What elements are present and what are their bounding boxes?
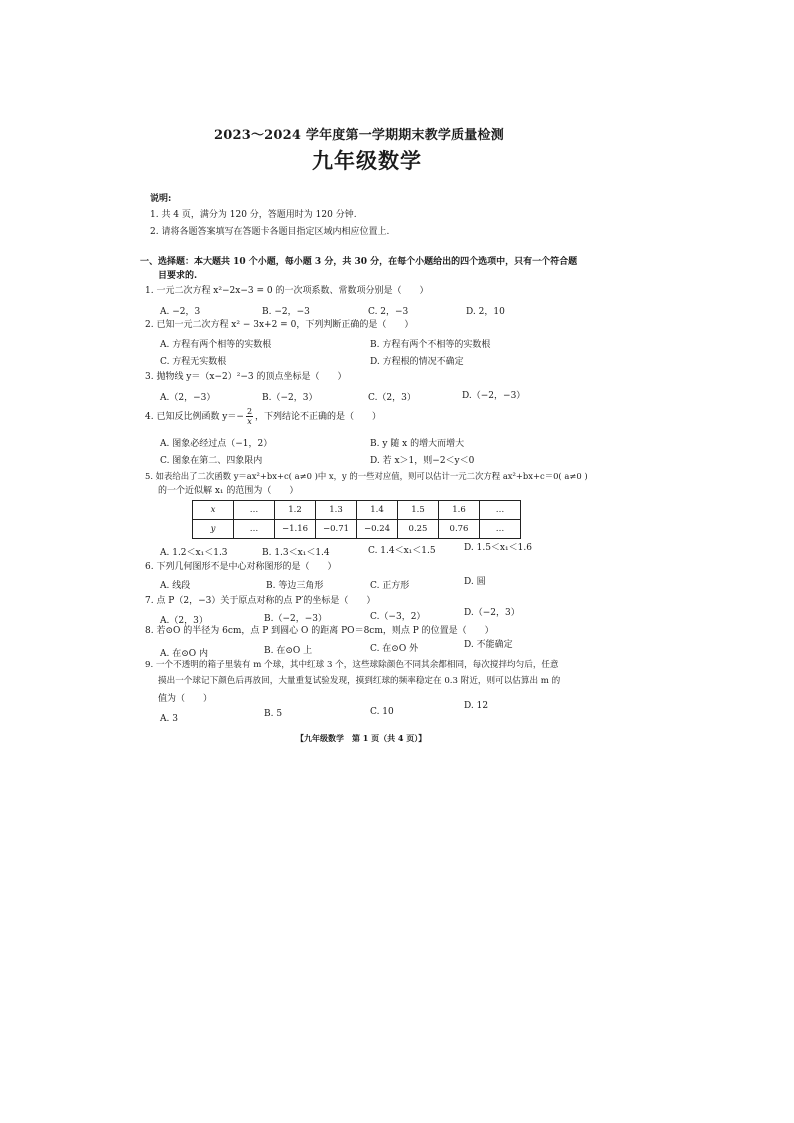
- question-6-option-b: B. 等边三角形: [266, 581, 324, 591]
- question-3-stem: 3. 抛物线 y＝（x−2）²−3 的顶点坐标是（ ）: [145, 372, 347, 382]
- table-row-x: [193, 501, 521, 520]
- question-9-option-c: C. 10: [370, 707, 394, 717]
- question-9-stem-line3: 值为（ ）: [158, 694, 213, 704]
- question-4-stem: [145, 407, 381, 427]
- question-5-stem-line2: 的一个近似解 x₁ 的范围为（ ）: [158, 486, 299, 496]
- exam-title-line1: 2023～2024 学年度第一学期期末教学质量检测: [214, 128, 504, 143]
- table-cell: 0.76: [439, 520, 480, 539]
- question-3-option-b: B.（−2，3）: [262, 393, 318, 403]
- table-cell: …: [234, 520, 275, 539]
- question-1-option-d: D. 2，10: [466, 307, 505, 317]
- question-2-stem: 2. 已知一元二次方程 x² − 3x+2 = 0，下列判断正确的是（ ）: [145, 320, 414, 330]
- notes-item-2: 2. 请将各题答案填写在答题卡各题目指定区域内相应位置上.: [150, 227, 390, 237]
- question-5-option-d: D. 1.5＜x₁＜1.6: [464, 543, 532, 553]
- table-row-y: [193, 520, 521, 539]
- question-2-option-d: D. 方程根的情况不确定: [370, 357, 464, 367]
- table-cell: −0.71: [316, 520, 357, 539]
- question-5-option-b: B. 1.3＜x₁＜1.4: [262, 548, 330, 558]
- table-cell: 0.25: [398, 520, 439, 539]
- question-3-option-d: D.（−2，−3）: [462, 391, 526, 401]
- table-cell: 1.5: [398, 501, 439, 520]
- question-7-option-d: D.（−2，3）: [464, 608, 520, 618]
- question-5-stem-line1: 5. 如表给出了二次函数 y＝ax²+bx+c( a≠0 )中 x，y 的一些对应值，则可以估计一元二次方程 ax²+bx+c＝0( a≠0 ): [145, 471, 588, 481]
- question-2-option-b: B. 方程有两个不相等的实数根: [370, 340, 491, 350]
- table-cell: 1.2: [275, 501, 316, 520]
- question-4-option-d: D. 若 x＞1，则−2＜y＜0: [370, 456, 475, 466]
- question-7-option-c: C.（−3，2）: [370, 612, 426, 622]
- question-3-option-c: C.（2，3）: [368, 393, 416, 403]
- table-cell: −0.24: [357, 520, 398, 539]
- question-8-option-c: C. 在⊙O 外: [370, 644, 419, 654]
- page-footer: 【九年级数学 第 1 页（共 4 页）】: [296, 733, 427, 743]
- question-9-option-b: B. 5: [264, 709, 283, 719]
- question-8-option-a: A. 在⊙O 内: [160, 649, 209, 659]
- table-cell: …: [234, 501, 275, 520]
- question-9-stem-line1: 9. 一个不透明的箱子里装有 m 个球，其中红球 3 个，这些球除颜色不同其余都相同，每次搅拌均匀后，任意: [145, 660, 559, 670]
- question-2-option-c: C. 方程无实数根: [160, 357, 227, 367]
- question-4-option-b: B. y 随 x 的增大而增大: [370, 439, 465, 449]
- question-2-option-a: A. 方程有两个相等的实数根: [160, 340, 272, 350]
- question-1-option-b: B. −2，−3: [262, 307, 310, 317]
- table-cell: …: [480, 501, 521, 520]
- question-8-option-d: D. 不能确定: [464, 640, 513, 650]
- question-5-option-a: A. 1.2＜x₁＜1.3: [160, 548, 228, 558]
- question-4-stem-pre: 4. 已知反比例函数 y＝−: [145, 412, 244, 422]
- question-7-option-a: A.（2，3）: [160, 616, 208, 626]
- question-9-option-a: A. 3: [160, 714, 178, 724]
- question-6-stem: 6. 下列几何图形不是中心对称图形的是（ ）: [145, 562, 337, 572]
- notes-heading: 说明:: [150, 194, 172, 204]
- question-1-option-a: A. −2，3: [160, 307, 201, 317]
- fraction-numerator: 2: [246, 407, 253, 416]
- question-1-option-c: C. 2，−3: [368, 307, 409, 317]
- value-table: [192, 500, 521, 539]
- question-9-option-d: D. 12: [464, 701, 489, 711]
- question-6-option-c: C. 正方形: [370, 581, 410, 591]
- table-cell: …: [480, 520, 521, 539]
- notes-item-1: 1. 共 4 页，满分为 120 分，答题用时为 120 分钟.: [150, 210, 357, 220]
- question-4-option-c: C. 图象在第二、四象限内: [160, 456, 263, 466]
- question-6-option-a: A. 线段: [160, 581, 191, 591]
- question-4-fraction: [246, 407, 253, 426]
- fraction-denominator: x: [247, 417, 252, 426]
- exam-title-subject: 九年级数学: [312, 148, 422, 173]
- table-cell: y: [193, 520, 234, 539]
- table-cell: 1.6: [439, 501, 480, 520]
- question-8-option-b: B. 在⊙O 上: [264, 646, 313, 656]
- table-cell: x: [193, 501, 234, 520]
- question-9-stem-line2: 摸出一个球记下颜色后再放回，大量重复试验发现，摸到红球的频率稳定在 0.3 附近，则可以估算出 m 的: [158, 676, 561, 686]
- question-4-stem-post: ，下列结论不正确的是（ ）: [255, 412, 382, 422]
- question-8-stem: 8. 若⊙O 的半径为 6cm，点 P 到圆心 O 的距离 PO＝8cm，则点 P 的位置是（ ）: [145, 626, 494, 636]
- question-3-option-a: A.（2，−3）: [160, 393, 216, 403]
- question-6-option-d: D. 圆: [464, 577, 486, 587]
- question-7-option-b: B.（−2，−3）: [264, 614, 328, 624]
- question-5-option-c: C. 1.4＜x₁＜1.5: [368, 546, 436, 556]
- section-heading-line2: 目要求的.: [158, 271, 198, 281]
- table-cell: 1.3: [316, 501, 357, 520]
- section-heading-line1: 一、选择题：本大题共 10 个小题，每小题 3 分，共 30 分，在每个小题给出的四个选项中，只有一个符合题: [140, 257, 578, 267]
- table-cell: 1.4: [357, 501, 398, 520]
- question-1-stem: 1. 一元二次方程 x²−2x−3 = 0 的一次项系数、常数项分别是（ ）: [145, 286, 429, 296]
- question-4-option-a: A. 图象必经过点（−1，2）: [160, 439, 273, 449]
- question-7-stem: 7. 点 P（2，−3）关于原点对称的点 P′的坐标是（ ）: [145, 596, 376, 606]
- table-cell: −1.16: [275, 520, 316, 539]
